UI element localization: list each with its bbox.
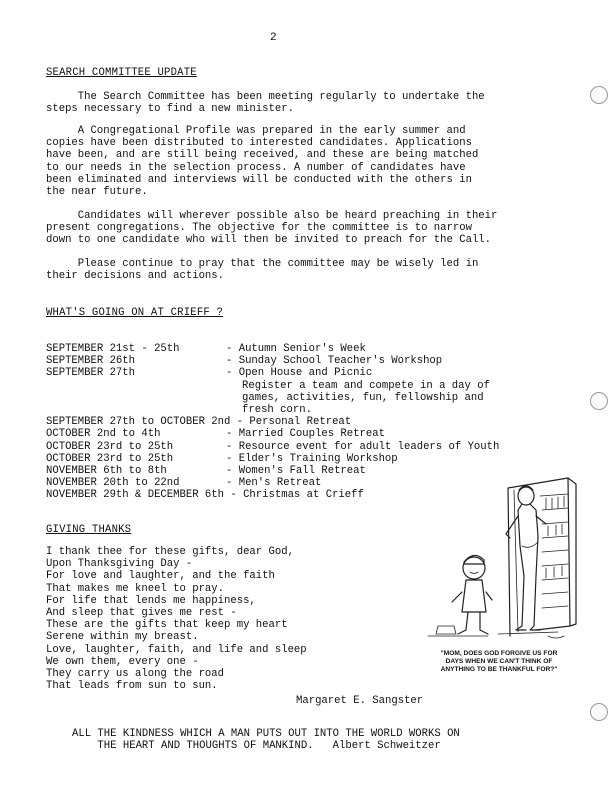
thanksgiving-poem: I thank thee for these gifts, dear God, Upon Thanksgiving Day - For love and laughter, and the faith That makes me kneel to pray. For life that lends me happiness, And sleep that gives me rest - These are the gifts that keep my heart Serene within my breast. Love, laughter, faith, and life and sleep We own them, every one - They carry us along the road That leads from sun to sun. xyxy=(46,546,307,693)
event-row xyxy=(46,453,546,465)
binder-hole-top xyxy=(590,86,608,104)
event-row xyxy=(46,416,546,428)
event-title: - Resource event for adult leaders of Youth xyxy=(226,440,500,453)
binder-hole-middle xyxy=(590,392,608,410)
search-paragraph-2: A Congregational Profile was prepared in the early summer and copies have been distributed to interested candidates. Applications have been, and are still being received, and these are being matched to our needs in the selection process. A number of candidates have been eliminated and interviews will be conducted with the others in the near future. xyxy=(46,125,479,199)
event-date: NOVEMBER 6th to 8th xyxy=(46,464,167,477)
search-paragraph-4: Please continue to pray that the committee may be wisely led in their decisions and actions. xyxy=(46,258,479,283)
event-row xyxy=(46,441,546,453)
binder-hole-bottom xyxy=(590,703,608,721)
picnic-detail: Register a team and compete in a day of games, activities, fun, fellowship and fresh corn. xyxy=(242,379,490,416)
cartoon-caption-text: "MOM, DOES GOD FORGIVE US FOR DAYS WHEN WE CAN'T THINK OF ANYTHING TO BE THANKFUL FOR?" xyxy=(440,650,558,673)
event-date: OCTOBER 2nd to 4th xyxy=(46,428,161,441)
event-line: NOVEMBER 29th & DECEMBER 6th - Christmas at Crieff xyxy=(46,489,364,502)
giving-thanks-heading: GIVING THANKS xyxy=(46,524,132,536)
event-title: - Married Couples Retreat xyxy=(226,428,385,441)
search-paragraph-3: Candidates will wherever possible also be heard preaching in their present congregations. The objective for the committee is to narrow down to one candidate who will then be invited to preach for the Call. xyxy=(46,210,498,247)
event-row xyxy=(46,343,546,355)
event-title: - Women's Fall Retreat xyxy=(226,464,366,477)
event-line: SEPTEMBER 27th to OCTOBER 2nd - Personal Retreat xyxy=(46,416,352,429)
event-title: - Open House and Picnic xyxy=(226,367,373,380)
event-date: OCTOBER 23rd to 25th xyxy=(46,452,174,465)
poem-author: Margaret E. Sangster xyxy=(296,695,424,707)
whats-going-on-heading: WHAT'S GOING ON AT CRIEFF ? xyxy=(46,307,224,319)
event-row xyxy=(46,367,546,379)
event-date: SEPTEMBER 26th xyxy=(46,355,136,368)
event-date: SEPTEMBER 21st - 25th xyxy=(46,343,180,355)
event-date: SEPTEMBER 27th xyxy=(46,367,136,380)
event-row xyxy=(46,428,546,440)
event-title: - Sunday School Teacher's Workshop xyxy=(226,355,443,368)
event-title: - Autumn Senior's Week xyxy=(226,343,366,355)
event-row xyxy=(46,355,546,367)
event-date: NOVEMBER 20th to 22nd xyxy=(46,477,180,490)
event-title: - Men's Retreat xyxy=(226,477,322,490)
event-title: - Elder's Training Workshop xyxy=(226,452,398,465)
closing-quote: ALL THE KINDNESS WHICH A MAN PUTS OUT INTO THE WORLD WORKS ON THE HEART AND THOUGHTS OF MANKIND. Albert Schweitzer xyxy=(72,728,460,753)
cartoon-caption xyxy=(418,650,580,674)
page-number: 2 xyxy=(270,32,277,44)
search-paragraph-1: The Search Committee has been meeting regularly to undertake the steps necessary to find a new minister. xyxy=(46,91,485,116)
search-committee-heading: SEARCH COMMITTEE UPDATE xyxy=(46,67,197,79)
event-date: OCTOBER 23rd to 25th xyxy=(46,440,174,453)
